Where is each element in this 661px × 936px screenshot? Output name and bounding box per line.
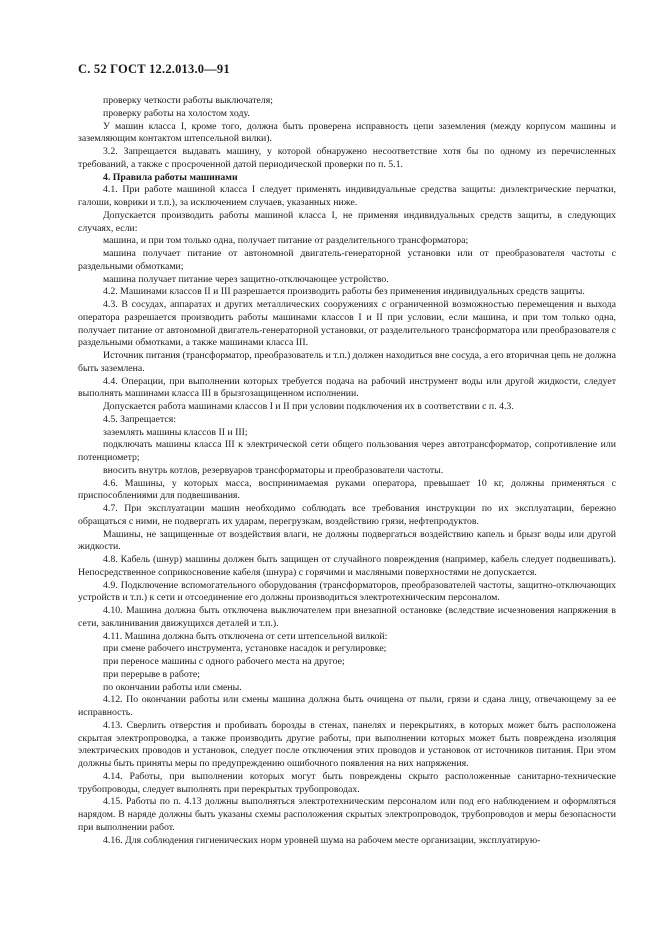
paragraph: при смене рабочего инструмента, установке насадок и регулировке; [103,643,387,655]
paragraph: У машин класса I, кроме того, должна быть проверена исправность цепи заземления (между корпусом машины и заземляющим контактом штепсельной вилки). [78,120,616,145]
paragraph: машина, и при том только одна, получает питание от разделительного трансформатора; [103,235,469,247]
paragraph: Допускается работа машинами классов I и II при условии подключения их в соответствии с п. 4.3. [103,401,514,412]
paragraph: проверку четкости работы выключателя; [103,95,273,106]
section-heading: 4. Правила работы машинами [103,171,238,183]
document-page [78,62,616,847]
paragraph: 3.2. Запрещается выдавать машину, у которой обнаружено несоответствие хотя бы по одному из перечисленных требований, а также с просроченной датой периодической проверки по п. 5.1. [78,146,616,170]
paragraph: 4.6. Машины, у которых масса, воспринимаемая руками оператора, превышает 10 кг, должны применяться с приспособлениями для подвешивания. [78,477,616,502]
paragraph: Источник питания (трансформатор, преобразователь и т.п.) должен находиться вне сосуда, а его вторичная цепь не должна быть заземлена. [78,350,616,374]
paragraph: при перерыве в работе; [103,668,200,680]
page-header: С. 52 ГОСТ 12.2.013.0—91 [78,62,230,76]
paragraph: 4.11. Машина должна быть отключена от сети штепсельной вилкой: [103,630,388,642]
paragraph: 4.7. При эксплуатации машин необходимо соблюдать все требования инструкции по их эксплуатации, бережно обращаться с ними, не подвергать их ударам, перегрузкам, воздействию грязи, нефтепродуктов. [78,503,616,527]
paragraph: 4.16. Для соблюдения гигиенических норм уровней шума на рабочем месте организации, эксплуатирую- [103,834,541,846]
paragraph: 4.8. Кабель (шнур) машины должен быть защищен от случайного повреждения (например, кабель следует подвешивать). Непосредственное соприкосновение кабеля (шнура) с горячими и масляными поверхностями не допускается. [78,554,616,578]
paragraph: 4.12. По окончании работы или смены машина должна быть очищена от пыли, грязи и сдана лицу, отвечающему за ее исправность. [78,694,616,718]
paragraph: 4.14. Работы, при выполнении которых могут быть повреждены скрыто расположенные санитарно-технические трубопроводы, следует выполнять при перекрытых трубопроводах. [78,770,616,795]
paragraph: 4.15. Работы по п. 4.13 должны выполняться электротехническим персоналом или под его наблюдением и оформляться нарядом. В наряде должны быть указаны схемы расположения скрытых электропроводок, трубопроводов и меры безопасности при выполнении работ. [78,796,616,833]
paragraph: подключать машины класса III к электрической сети общего пользования через автотрансформатор, сопротивление или потенциометр; [78,439,616,463]
paragraph: 4.13. Сверлить отверстия и пробивать борозды в стенах, панелях и перекрытиях, в которых может быть расположена скрытая электропроводка, а также производить другие работы, при выполнении которых может быть повреждена изоляция электрических проводов и установок, следует после отключения этих проводов и установок от источников питания. При этом должны быть приняты меры по предупреждению ошибочного появления на них напряжения. [78,719,616,769]
paragraph: вносить внутрь котлов, резервуаров трансформаторы и преобразователи частоты. [103,464,444,476]
paragraph: 4.4. Операции, при выполнении которых требуется подача на рабочий инструмент воды или другой жидкости, следует выполнять машинами класса III в брызгозащищенном исполнении. [78,375,616,400]
paragraph: 4.5. Запрещается: [103,413,176,425]
paragraph: 4.1. При работе машиной класса I следует применять индивидуальные средства защиты: диэлектрические перчатки, галоши, коврики и т.п.), за исключением случаев, указанных ниже. [78,184,616,208]
paragraph: машина получает питание от автономной двигатель-генераторной установки или от преобразователя частоты с раздельными обмотками; [78,248,616,272]
paragraph: по окончании работы или смены. [103,681,242,693]
paragraph: Допускается производить работы машиной класса I, не применяя индивидуальных средств защиты, в следующих случаях, если: [78,209,616,234]
paragraph: 4.9. Подключение вспомогательного оборудования (трансформаторов, преобразователей частоты, защитно-отключающих устройств и т.п.) к сети и отсоединение его должны производиться электротехническим персоналом. [78,579,616,604]
paragraph: 4.3. В сосудах, аппаратах и других металлических сооружениях с ограниченной возможностью перемещения и выхода оператора разрешается производить работы машинами классов I и II при условии, если машина, и при том только одна, получает питание от автономной двигатель-генераторной установки, от разделительного трансформатора или преобразователя с раздельными обмотками, а также машинами класса III. [78,299,616,349]
paragraph: машина получает питание через защитно-отключающее устройство. [103,273,389,285]
paragraph: 4.2. Машинами классов II и III разрешается производить работы без применения индивидуальных средств защиты. [103,286,585,298]
paragraph: проверку работы на холостом ходу. [103,107,250,119]
document-body [78,95,616,847]
paragraph: 4.10. Машина должна быть отключена выключателем при внезапной остановке (вследствие исчезновения напряжения в сети, заклинивания движущихся деталей и т.п.). [78,605,616,629]
paragraph: при переносе машины с одного рабочего места на другое; [103,656,345,667]
paragraph: заземлять машины классов II и III; [103,426,248,438]
paragraph: Машины, не защищенные от воздействия влаги, не должны подвергаться воздействию капель и брызг воды или другой жидкости. [78,528,616,553]
